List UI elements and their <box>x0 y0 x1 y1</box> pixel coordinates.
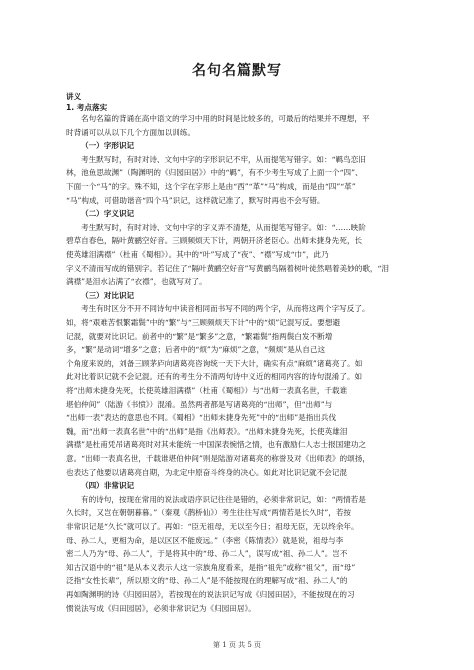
section-label: 讲义 <box>66 92 82 101</box>
page-title: 名句名篇默写 <box>192 63 282 79</box>
text-line: 使英雄泪满襟”（杜甫《蜀相》）。其中的“叶”写成了“夜”、“襟”写成“巾”，此乃 <box>66 250 329 259</box>
text-line: 意。“出师一表真名世，千载谁堪伯仲间”则是陆游对诸葛亮的称誉及对《出师表》的颂扬， <box>66 454 370 463</box>
text-line: 母、孙二人，更相为命，是以区区不能废远。”（李密《陈情表》）就是说，祖母与李 <box>66 535 344 545</box>
text-line: 考生有时区分不开不同诗句中读音相同而书写不同的两个字，从而将这两个字写反了。 <box>81 304 370 314</box>
text-line: 记混，就要对比识记。前者中的“繁”是“繁多”之意，“繁霜鬓”指两鬓白发不断增 <box>66 331 333 341</box>
text-line: 惯说法写成《归田园居》，必须非常识记为《归园田居》。 <box>66 603 256 613</box>
text-line: “马”构成，可借助谐音“四个马”识记，这样就记准了，默写时再也不会写错。 <box>66 195 325 205</box>
page-footer: 第 1 页 共 5 页 <box>212 641 262 649</box>
subsection-heading: （一）字形识记 <box>81 141 135 151</box>
point-heading: 1. 考点落实 <box>66 103 108 112</box>
text-line: 如，将“艰难苦恨繁霜鬓”中的“繁”与“三顾频烦天下计”中的“烦”记混写反。要想避 <box>66 318 341 327</box>
text-line: 考生默写时，有时对诗、文句中字的字形识记不牢，从而提笔写错字。如：“羁鸟恋旧 <box>81 154 366 164</box>
text-line: 林，池鱼思故渊”（陶渊明的《归园田居》）中的“羁”，有不少考生写成了上面一个“四”、 <box>66 168 363 178</box>
text-line: 久长时，又岂在朝朝暮暮。”（秦观《鹊桥仙》）考生往往写成“两情若是长久时”，若按 <box>66 508 352 518</box>
subsection-heading: （四）非常识记 <box>81 481 135 491</box>
text-line: “出师一表”表达的意思也不同。《蜀相》“出师未捷身先死”中的“出师”是指出兵伐 <box>66 413 337 423</box>
text-line: 多，“繁”是动词“增多”之意；后者中的“烦”为“麻烦”之意，“频烦”是从自己这 <box>66 345 326 355</box>
text-line: 堪伯仲间”（陆游《书愤》）混淆。虽然两者都是写诸葛亮的“出师”，但“出师”与 <box>66 399 333 409</box>
text-line: 此对比着识记就不会记混。还有的考生分不清两句诗中义近的相同内容的诗句混淆了。如 <box>66 372 363 382</box>
subsection-heading: （三）对比识记 <box>81 290 135 300</box>
text-line: 名句名篇的背诵在高中语文的学习中用的时间是比较多的，可最后的结果并不理想，平 <box>81 114 370 123</box>
text-line: 魏，而“出师一表真名世”中的“出师”是指《出师表》。“出师未捷身先死，长使英雄泪 <box>66 426 348 436</box>
text-line: 有的诗句，按现在常用的说法或语序识记往往是错的，必须非常识记，如：“两情若是 <box>81 494 366 504</box>
text-line: 将“出师未捷身先死，长使英雄泪满襟”（杜甫《蜀相》）与“出师一表真名世，千载谁 <box>66 386 348 395</box>
text-line: 考生默写时，有时对诗、文句中字的字义弄不清楚，从而提笔写错字。如：“……映阶 <box>81 222 366 232</box>
text-line: 时背诵可以从以下几个方面加以训练。 <box>66 127 196 137</box>
text-line: 字义不清而写成的错别字。若记住了“隔叶黄鹂空好音”写黄鹂鸟隔着树叶徒然唱着美妙的歌，“泪 <box>66 263 389 273</box>
text-line: 下面一个“马”的字。殊不知，这个字在字形上是由“西”“革”“马”构成，而是由“四”“革” <box>66 182 356 191</box>
text-line: 满襟”是杜甫凭吊诸葛亮时对其未能统一中国深表惋惜之情，也有激励仁人志士报国建功之 <box>66 440 367 450</box>
text-line: 泛指“女性长辈”，所以原文的“母、孙二人”是不能按现在的理解写成“祖、孙二人”的 <box>66 576 348 586</box>
text-line: 再如陶渊明的诗《归园田居》，若按现在的说法识记写成《归园田居》，不能按现在的习 <box>66 590 355 599</box>
text-line: 密二人乃为“母、孙二人”，于是将其中的“母、孙二人”，误写成“祖、孙二人”。岂不 <box>66 549 348 559</box>
text-line: 也表达了他要以诸葛亮自期，为北定中原奋斗终身的决心。如此对比识记就不会记混 <box>66 467 347 477</box>
text-line: 知古汉语中的“祖”是从本义表示人这一宗族角度看来，是指“祖先”或称“祖父”，而“母” <box>66 562 356 572</box>
subsection-heading: （二）字义识记 <box>81 209 135 219</box>
text-line: 满襟”是泪水沾满了“衣襟”，也就写对了。 <box>66 277 207 287</box>
text-line: 个角度来说的，刘备三顾茅庐向诸葛亮咨询统一天下大计，确实有点“麻烦”诸葛亮了。如 <box>66 358 363 368</box>
text-line: 非常识记是“久长”就可以了。再如：“臣无祖母，无以至今日；祖母无臣，无以终余年。 <box>66 522 359 531</box>
text-line: 碧草自春色，隔叶黄鹂空好音。三顾频烦天下计，两朝开济老臣心。出师未捷身先死，长 <box>66 236 363 246</box>
